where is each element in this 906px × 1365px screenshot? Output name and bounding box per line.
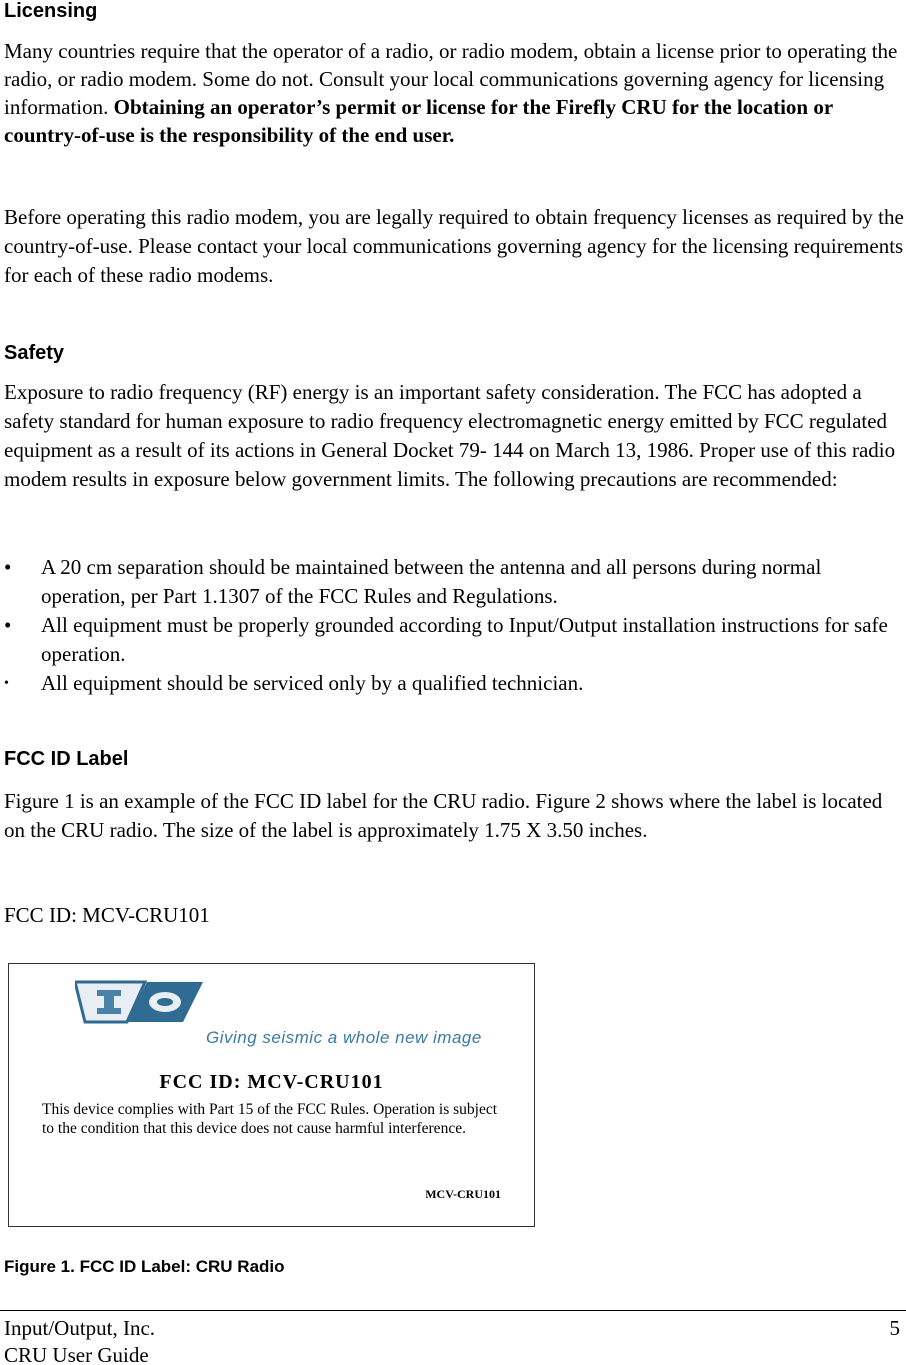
label-fcc-id: FCC ID: MCV-CRU101 [159, 1071, 384, 1093]
bullet-item [4, 611, 904, 669]
fcc-id-line: FCC ID: MCV-CRU101 [4, 903, 210, 927]
licensing-heading: Licensing [4, 0, 98, 22]
safety-heading: Safety [4, 342, 65, 364]
figure-caption: Figure 1. FCC ID Label: CRU Radio [4, 1257, 285, 1276]
footer-company: Input/Output, Inc. [4, 1316, 156, 1340]
safety-bullet-list [4, 553, 904, 698]
bullet-icon: • [4, 555, 12, 579]
footer-divider [0, 1310, 906, 1311]
bullet-item [4, 553, 904, 611]
fcc-paragraph: Figure 1 is an example of the FCC ID label for the CRU radio. Figure 2 shows where the label is located on the CRU radio. The size of the label is approximately 1.75 X 3.50 inches. [4, 789, 883, 842]
bullet-text: A 20 cm separation should be maintained between the antenna and all persons during normal operation, per Part 1.1307 of the FCC Rules and Regulations. [41, 555, 822, 608]
licensing-bold-text: Obtaining an operator’s permit or license for the Firefly CRU for the location or country-of-use is the responsibility of the end user. [4, 95, 833, 147]
label-tagline: Giving seismic a whole new image [206, 1028, 482, 1047]
label-code: MCV-CRU101 [425, 1187, 501, 1201]
page-number: 5 [889, 1316, 900, 1340]
bullet-text: All equipment should be serviced only by a qualified technician. [41, 671, 584, 695]
licensing-text: Many countries require that the operator of a radio, or radio modem, obtain a license prior to operating the radio, or radio modem. Some do not. Consult your local communications governing agency for licensing information. [4, 39, 898, 119]
licensing-paragraph-2: Before operating this radio modem, you are legally required to obtain frequency licenses as required by the country-of-use. Please contact your local communications governing agency for the licensing requirements for each of these radio modems. [4, 205, 904, 287]
io-logo-icon [75, 974, 207, 1030]
fcc-heading: FCC ID Label [4, 748, 129, 770]
bullet-icon: • [4, 613, 12, 637]
bullet-text: All equipment must be properly grounded according to Input/Output installation instructions for safe operation. [41, 613, 888, 666]
label-compliance-text: This device complies with Part 15 of the FCC Rules. Operation is subject to the condition that this device does not cause harmful interference. [42, 1101, 498, 1137]
licensing-paragraph-1 [4, 37, 904, 149]
footer-guide: CRU User Guide [4, 1343, 149, 1365]
bullet-item [4, 669, 904, 698]
bullet-icon: • [4, 676, 9, 691]
safety-paragraph: Exposure to radio frequency (RF) energy is an important safety consideration. The FCC has adopted a safety standard for human exposure to radio frequency electromagnetic energy emitted by FCC regulated equipment as a result of its actions in General Docket 79- 144 on March 13, 1986. Proper use of this radio modem results in exposure below government limits. The following precautions are recommended: [4, 380, 896, 491]
fcc-label-image [8, 963, 535, 1227]
